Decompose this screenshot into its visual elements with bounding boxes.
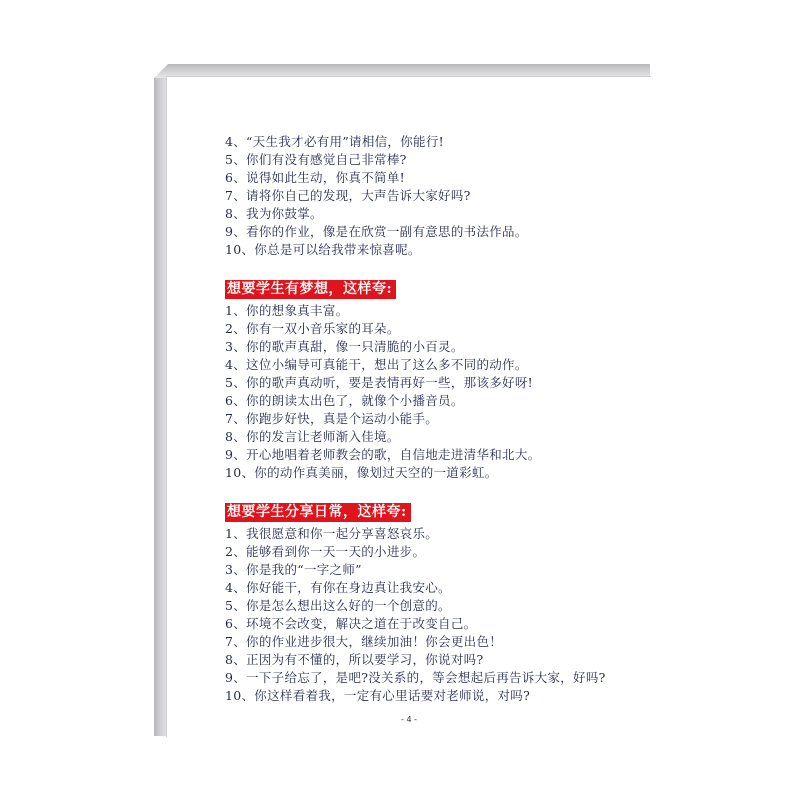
list-item: 1、你的想象真丰富。	[225, 303, 349, 318]
list-item: 8、正因为有不懂的，所以要学习，你说对吗?	[225, 652, 484, 667]
list-item: 5、你是怎么想出这么好的一个创意的。	[225, 598, 451, 613]
list-item: 3、你是我的“一字之师”	[225, 562, 362, 577]
list-item: 5、你的歌声真动听，要是表情再好一些，那该多好呀!	[225, 375, 533, 390]
section-daily	[225, 500, 645, 705]
list-item: 7、请将你自己的发现，大声告诉大家好吗?	[225, 188, 471, 203]
page-number: - 4 -	[401, 715, 417, 724]
section-heading-dream: 想要学生有梦想，这样夸:	[225, 280, 396, 299]
list-item: 4、“天生我才必有用”请相信，你能行!	[225, 134, 444, 149]
list-item: 6、你的朗读太出色了，就像个小播音员。	[225, 393, 464, 408]
list-item: 10、你总是可以给我带来惊喜呢。	[225, 242, 421, 257]
list-item: 10、你这样看着我，一定有心里话要对老师说，对吗?	[225, 688, 531, 703]
list-item: 3、你的歌声真甜，像一只清脆的小百灵。	[225, 339, 464, 354]
list-item: 4、这位小编导可真能干，想出了这么多不同的动作。	[225, 357, 528, 372]
list-item: 9、开心地唱着老师教会的歌，自信地走进清华和北大。	[225, 447, 541, 462]
document-page	[166, 76, 651, 737]
list-item: 9、一下子给忘了，是吧?没关系的，等会想起后再告诉大家，好吗?	[225, 670, 606, 685]
list-item: 2、能够看到你一天一天的小进步。	[225, 544, 426, 559]
list-item: 5、你们有没有感觉自己非常棒?	[225, 152, 407, 167]
list-item: 7、你跑步好快，真是个运动小能手。	[225, 411, 439, 426]
intro-list	[225, 133, 645, 259]
list-item: 2、你有一双小音乐家的耳朵。	[225, 321, 400, 336]
section-dream	[225, 277, 645, 482]
list-item: 9、看你的作业，像是在欣赏一副有意思的书法作品。	[225, 224, 528, 239]
list-item: 1、我很愿意和你一起分享喜怒哀乐。	[225, 526, 439, 541]
list-item: 6、环境不会改变，解决之道在于改变自己。	[225, 616, 477, 631]
list-item: 4、你好能干，有你在身边真让我安心。	[225, 580, 451, 595]
section-heading-daily: 想要学生分享日常，这样夸:	[225, 503, 411, 522]
list-item: 8、我为你鼓掌。	[225, 206, 323, 221]
list-item: 8、你的发言让老师渐入佳境。	[225, 429, 400, 444]
list-item: 10、你的动作真美丽，像划过天空的一道彩虹。	[225, 465, 498, 480]
list-item: 6、说得如此生动，你真不简单!	[225, 170, 405, 185]
document-page-stack	[154, 64, 650, 736]
list-item: 7、你的作业进步很大，继续加油！你会更出色！	[225, 634, 503, 649]
page-content	[225, 133, 645, 705]
